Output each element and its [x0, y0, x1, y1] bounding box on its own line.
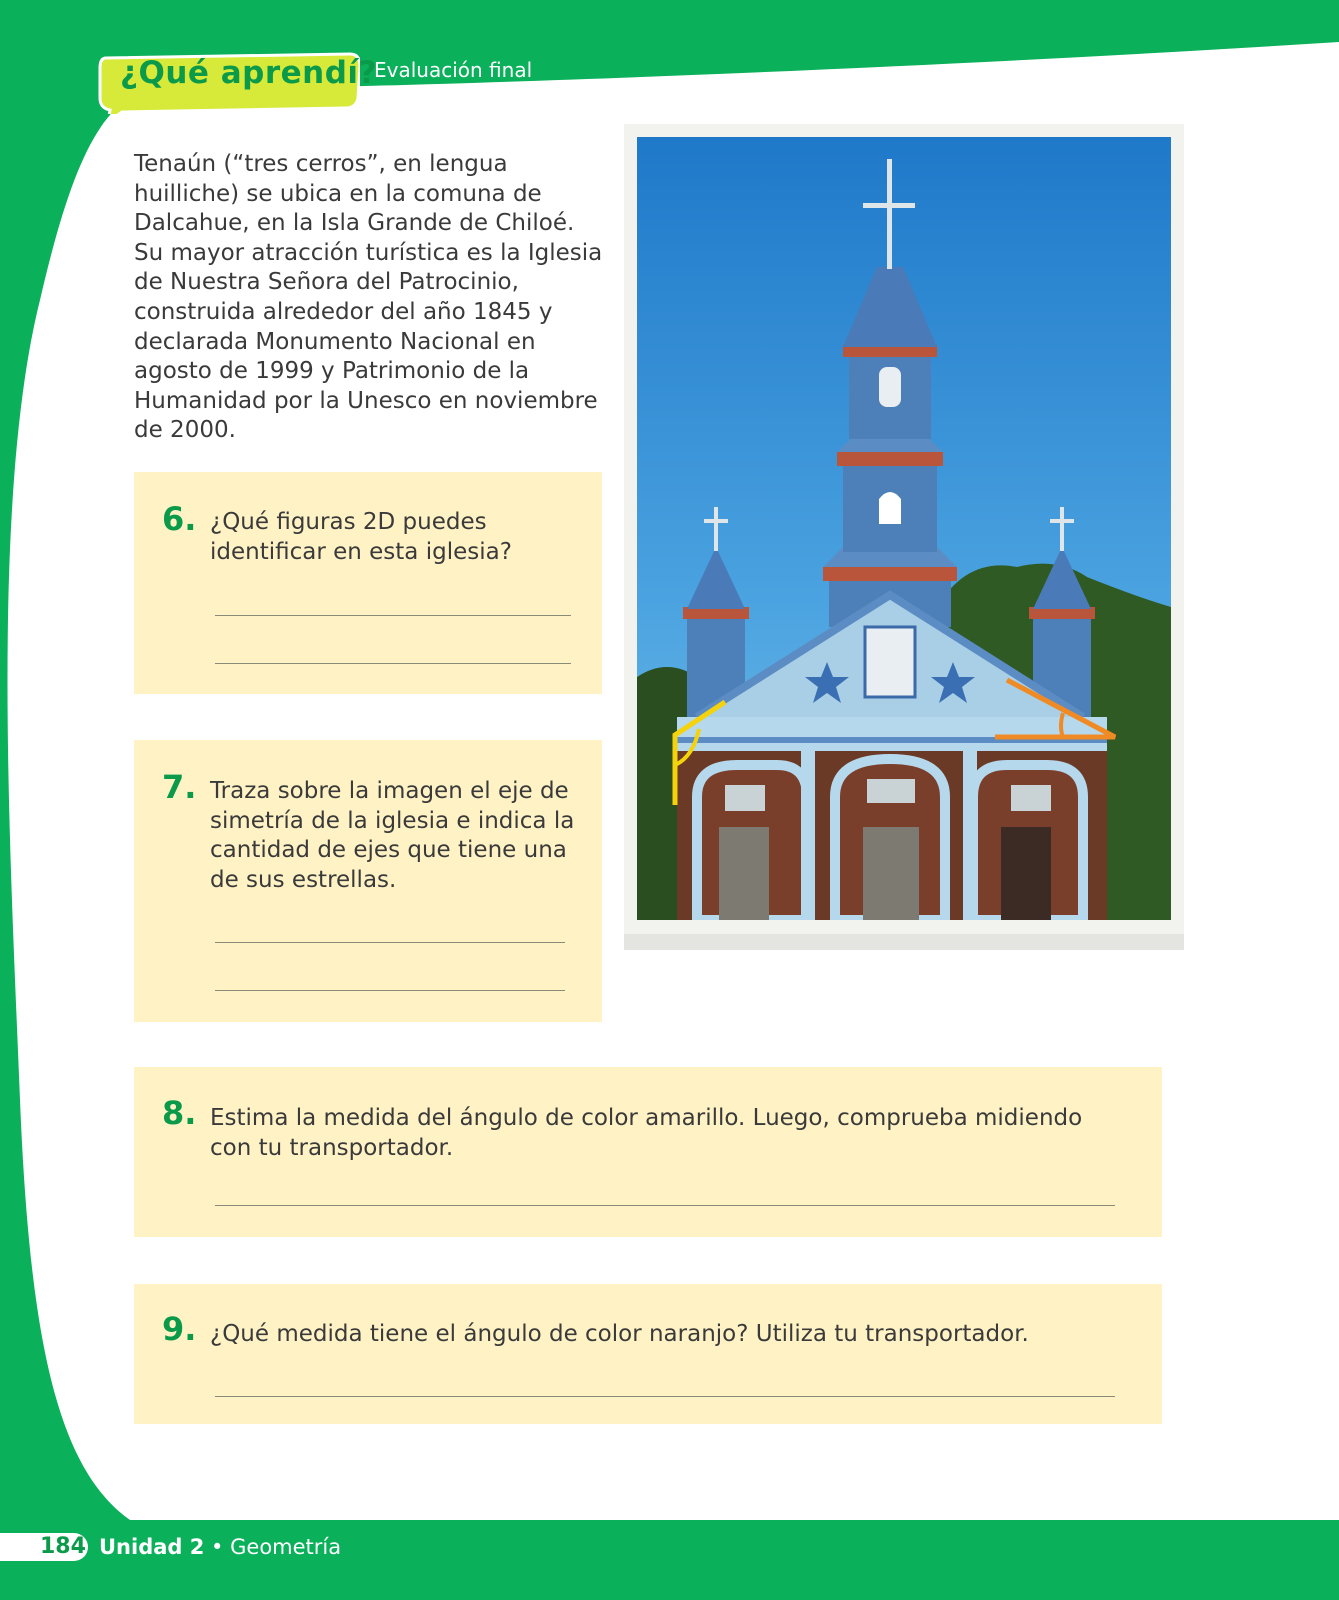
unit-topic: Geometría — [230, 1535, 342, 1559]
page-number: 184 — [40, 1534, 86, 1559]
church-photo[interactable] — [637, 137, 1171, 920]
question-8-text: Estima la medida del ángulo de color amarillo. Luego, comprueba midiendo con tu transportador. — [210, 1105, 1083, 1161]
question-8-number: 8. — [162, 1094, 197, 1132]
badge-title: ¿Qué aprendí? — [120, 55, 378, 91]
question-7-answer-line-1[interactable] — [215, 942, 565, 943]
footer-separator: • — [211, 1535, 224, 1559]
footer-unit-label — [99, 1533, 341, 1561]
question-6-text: ¿Qué figuras 2D puedes identificar en esta iglesia? — [210, 509, 512, 565]
question-6-answer-line-2[interactable] — [215, 663, 571, 664]
intro-paragraph: Tenaún (“tres cerros”, en lengua huilliche) se ubica en la comuna de Dalcahue, en la Isla Grande de Chiloé. Su mayor atracción turística es la Iglesia de Nuestra Señora del Patrocinio, construida alrededor del año 1845 y declarada Monumento Nacional en agosto de 1999 y Patrimonio de la Humanidad por la Unesco en noviembre de 2000. — [134, 151, 603, 444]
question-7-text: Traza sobre la imagen el eje de simetría de la iglesia e indica la cantidad de ejes que tiene una de sus estrellas. — [210, 778, 575, 893]
question-6-number: 6. — [162, 500, 197, 538]
question-7-answer-line-2[interactable] — [215, 990, 565, 991]
question-9-number: 9. — [162, 1310, 197, 1348]
question-9-box — [134, 1284, 1162, 1424]
question-9-answer-line[interactable] — [215, 1396, 1115, 1397]
question-6-box — [134, 472, 602, 694]
question-6-answer-line-1[interactable] — [215, 615, 571, 616]
unit-name: Unidad 2 — [99, 1535, 205, 1559]
section-label: Evaluación final — [374, 58, 533, 82]
question-9-text: ¿Qué medida tiene el ángulo de color naranjo? Utiliza tu transportador. — [210, 1321, 1029, 1347]
question-7-number: 7. — [162, 768, 197, 806]
question-8-answer-line[interactable] — [215, 1205, 1115, 1206]
